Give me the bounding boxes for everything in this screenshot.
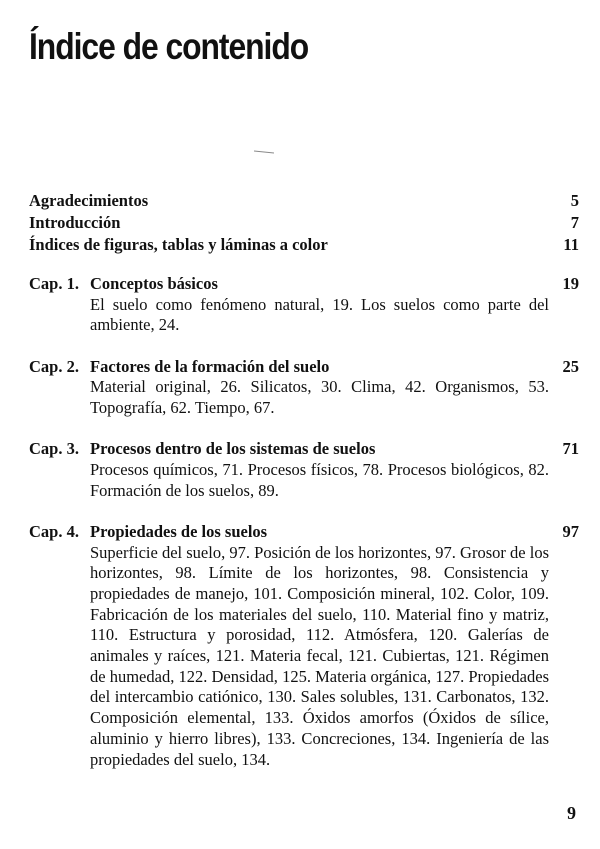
toc-entry-indices[interactable] bbox=[29, 234, 579, 256]
chapter-1[interactable] bbox=[29, 274, 579, 336]
chapter-page: 97 bbox=[562, 521, 579, 541]
chapter-number: Cap. 4. bbox=[29, 521, 79, 541]
chapter-page: 71 bbox=[562, 439, 579, 459]
toc-entry-label: Introducción bbox=[29, 213, 121, 232]
toc-entry-label: Índices de figuras, tablas y láminas a color bbox=[29, 235, 328, 254]
page-title: Índice de contenido bbox=[29, 26, 309, 67]
chapter-2[interactable] bbox=[29, 357, 579, 419]
stray-mark bbox=[254, 150, 274, 154]
chapter-number: Cap. 2. bbox=[29, 356, 79, 376]
toc-entry-page: 5 bbox=[570, 191, 579, 210]
chapter-4[interactable] bbox=[29, 522, 579, 770]
chapter-number: Cap. 3. bbox=[29, 439, 79, 459]
chapter-number: Cap. 1. bbox=[29, 274, 79, 293]
toc-entry-label: Agradecimientos bbox=[29, 191, 149, 210]
chapter-description: Procesos químicos, 71. Procesos físicos, 78. Procesos biológicos, 82. Formación de los suelos, 89. bbox=[90, 459, 549, 500]
chapter-3[interactable] bbox=[29, 439, 579, 501]
toc-entry-acknowledgements[interactable] bbox=[29, 190, 579, 212]
chapter-description: Superficie del suelo, 97. Posición de los horizontes, 97. Grosor de los horizontes, 98. Límite de los horizontes, 98. Consistencia y propiedades de manejo, 101. Composición mineral, 102. Color, 109. Fabricación de los materiales del suelo, 110. Material fino y matriz, 110. Estructura y porosidad, 112. Atmósfera, 120. Galerías de animales y raíces, 121. Materia fecal, 121. Cubiertas, 121. Régimen de humedad, 122. Densidad, 125. Materia orgánica, 127. Propiedades del intercambio catiónico, 130. Sales solubles, 131. Carbonatos, 132. Composición elemental, 133. Óxidos amorfos (Óxidos de sílice, aluminio y hierro libres), 133. Concreciones, 134. Ingeniería de las propiedades del suelo, 134. bbox=[90, 542, 549, 769]
toc-entry-page: 11 bbox=[563, 235, 579, 254]
front-matter-list bbox=[29, 190, 579, 256]
page-number: 9 bbox=[567, 803, 576, 823]
chapter-description: Material original, 26. Silicatos, 30. Clima, 42. Organismos, 53. Topografía, 62. Tiempo, 67. bbox=[90, 377, 549, 418]
chapter-page: 25 bbox=[562, 356, 579, 376]
chapter-title: Conceptos básicos bbox=[90, 274, 218, 293]
chapter-title: Propiedades de los suelos bbox=[90, 521, 268, 541]
chapter-title: Procesos dentro de los sistemas de suelos bbox=[90, 439, 376, 459]
chapter-description: El suelo como fenómeno natural, 19. Los suelos como parte del ambiente, 24. bbox=[90, 294, 549, 335]
chapter-list bbox=[29, 274, 579, 770]
toc-entry-page: 7 bbox=[570, 213, 579, 232]
chapter-page: 19 bbox=[562, 274, 579, 293]
chapter-title: Factores de la formación del suelo bbox=[90, 356, 330, 376]
toc-entry-introduction[interactable] bbox=[29, 212, 579, 234]
